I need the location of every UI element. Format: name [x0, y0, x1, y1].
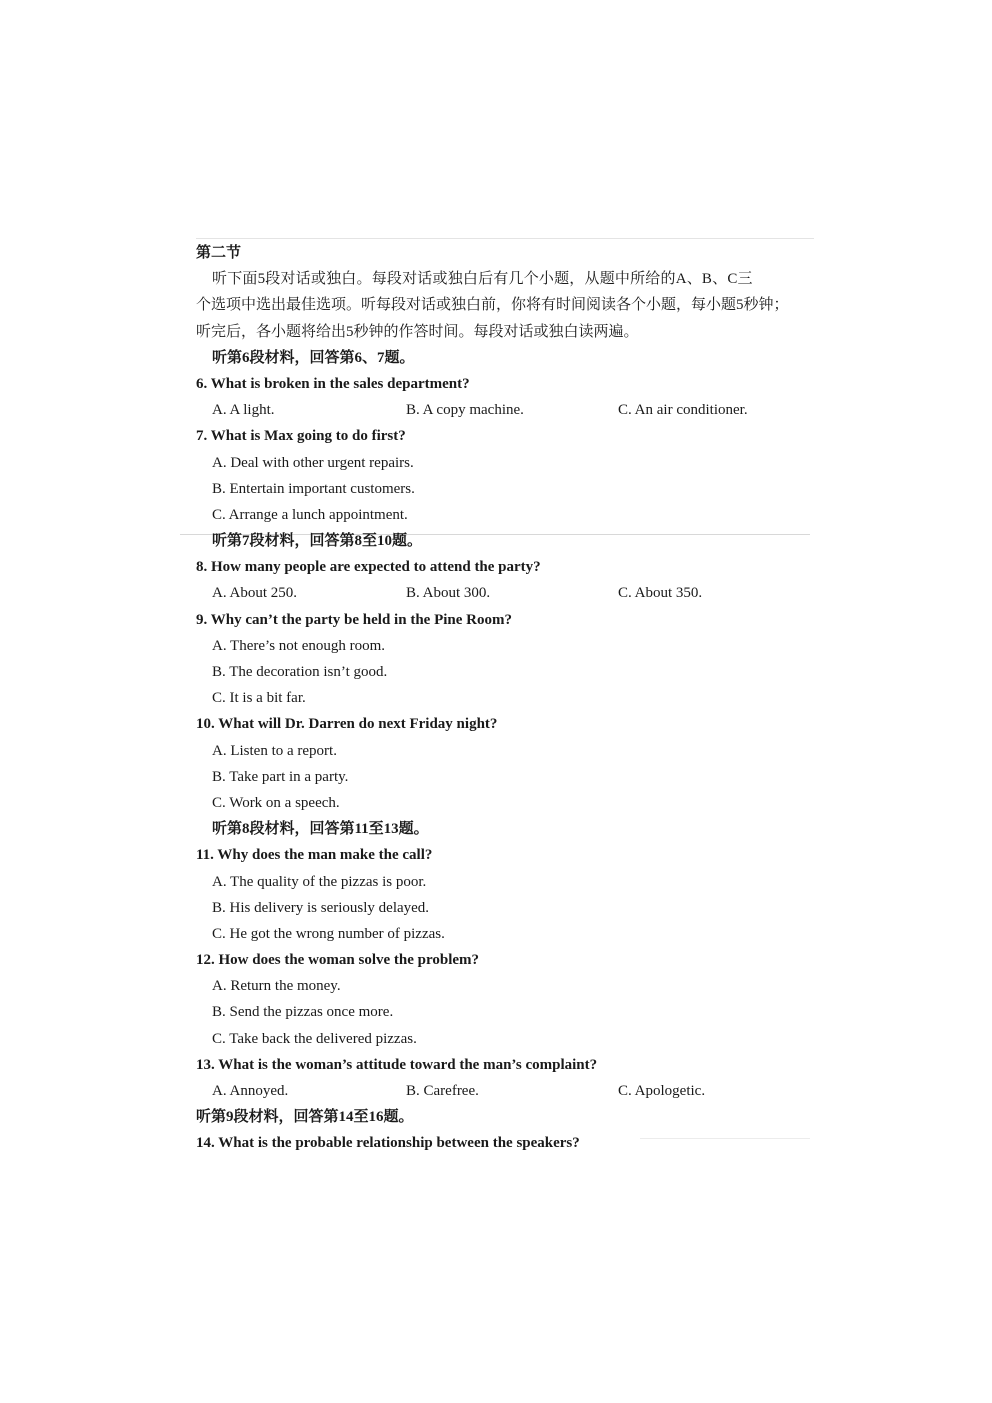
material-7-label: 听第7段材料，回答第8至10题。 — [212, 533, 423, 550]
option-a: A. The quality of the pizzas is poor. — [212, 873, 427, 890]
instructions-line-3: 听完后，各小题将给出5秒钟的作答时间。每段对话或独白读两遍。 — [196, 323, 639, 340]
option-b: B. Send the pizzas once more. — [212, 1004, 394, 1021]
material-9-label: 听第9段材料，回答第14至16题。 — [196, 1109, 414, 1126]
option-b: B. Carefree. — [406, 1083, 479, 1099]
option-a: A. Listen to a report. — [212, 742, 337, 759]
option-c: C. An air conditioner. — [618, 402, 748, 419]
option-b: B. Take part in a party. — [212, 768, 349, 785]
option-b: B. The decoration isn’t good. — [212, 664, 388, 680]
section-heading: 第二节 — [196, 245, 242, 261]
instructions-line-2: 个选项中选出最佳选项。听每段对话或独白前，你将有时间阅读各个小题，每小题5秒钟； — [196, 297, 789, 314]
option-a: A. A light. — [212, 402, 275, 419]
option-c: C. Take back the delivered pizzas. — [212, 1030, 417, 1047]
option-b: B. His delivery is seriously delayed. — [212, 899, 430, 916]
question-6: 6. What is broken in the sales department? — [196, 375, 470, 392]
question-13-options — [196, 1078, 808, 1104]
question-14: 14. What is the probable relationship between the speakers? — [196, 1135, 580, 1152]
option-a: A. Return the money. — [212, 978, 341, 995]
material-6-label: 听第6段材料，回答第6、7题。 — [212, 349, 415, 366]
option-a: A. About 250. — [212, 585, 298, 602]
option-b: B. About 300. — [406, 585, 491, 602]
question-8: 8. How many people are expected to attend the party? — [196, 559, 541, 576]
option-b: B. A copy machine. — [406, 402, 524, 419]
option-a: A. Deal with other urgent repairs. — [212, 454, 414, 471]
option-a: A. There’s not enough room. — [212, 637, 386, 654]
question-9: 9. Why can’t the party be held in the Pine Room? — [196, 611, 512, 628]
option-a: A. Annoyed. — [212, 1083, 289, 1099]
question-6-options — [196, 397, 808, 423]
option-c: C. About 350. — [618, 585, 703, 602]
question-12: 12. How does the woman solve the problem? — [196, 952, 480, 969]
exam-section — [196, 240, 808, 1157]
option-c: C. Apologetic. — [618, 1083, 706, 1099]
question-13: 13. What is the woman’s attitude toward the man’s complaint? — [196, 1056, 598, 1073]
option-c: C. Work on a speech. — [212, 794, 340, 811]
material-8-label: 听第8段材料，回答第11至13题。 — [212, 821, 429, 838]
scan-line-top — [196, 238, 814, 239]
question-8-options — [196, 580, 808, 606]
option-b: B. Entertain important customers. — [212, 480, 415, 497]
instructions-line-1: 听下面5段对话或独白。每段对话或独白后有几个小题，从题中所给的A、B、C三 — [212, 271, 753, 288]
option-c: C. It is a bit far. — [212, 690, 306, 707]
option-c: C. He got the wrong number of pizzas. — [212, 925, 445, 942]
question-7: 7. What is Max going to do first? — [196, 428, 406, 445]
question-11: 11. Why does the man make the call? — [196, 847, 433, 864]
question-10: 10. What will Dr. Darren do next Friday night? — [196, 716, 498, 733]
option-c: C. Arrange a lunch appointment. — [212, 506, 408, 523]
